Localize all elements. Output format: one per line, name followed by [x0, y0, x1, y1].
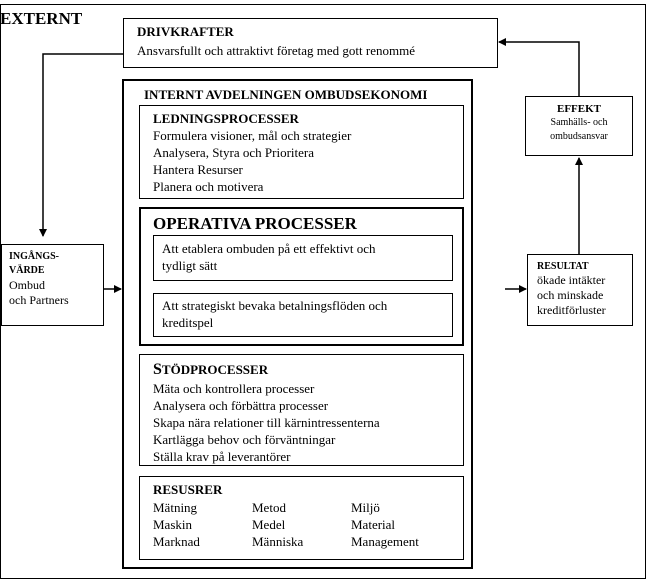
resultat-text: kreditförluster [537, 303, 606, 317]
stod-item: Analysera och förbättra processer [153, 398, 329, 413]
resurser-cell: Människa [252, 534, 304, 549]
drivkrafter-title: DRIVKRAFTER [137, 24, 234, 39]
effekt-title: EFFEKT [556, 103, 601, 115]
resultat-text: ökade intäkter [537, 273, 606, 287]
stod-item: Mäta och kontrollera processer [153, 381, 315, 396]
resurser-title: RESUSRER [153, 482, 223, 497]
resurser-cell: Material [351, 517, 396, 532]
ledning-item: Hantera Resurser [153, 162, 243, 177]
resurser-cell: Medel [252, 517, 286, 532]
stod-item: Kartlägga behov och förväntningar [153, 432, 336, 447]
operativa-box-2-line: Att strategiskt bevaka betalningsflöden och [162, 298, 388, 313]
operativa-box-1-line: tydligt sätt [162, 258, 218, 273]
resurser-cell: Marknad [153, 534, 200, 549]
ingangsvarde-title-line: INGÅNGS- [9, 251, 60, 262]
operativa-box-2-line: kreditspel [162, 315, 214, 330]
resurser-cell: Mätning [153, 500, 198, 515]
ledning-item: Formulera visioner, mål och strategier [153, 128, 352, 143]
stod-item: Skapa nära relationer till kärnintressenterna [153, 415, 380, 430]
internt-title: INTERNT AVDELNINGEN OMBUDSEKONOMI [144, 87, 428, 102]
resurser-cell: Miljö [351, 500, 380, 515]
resultat-text: och minskade [537, 288, 604, 302]
ledning-item: Planera och motivera [153, 179, 264, 194]
externt-label: EXTERNT [0, 9, 83, 28]
arrow-drivkrafter-to-ingang [43, 54, 123, 236]
resurser-cell: Metod [252, 500, 286, 515]
stodprocesser-title-rest: TÖDPROCESSER [161, 362, 269, 377]
effekt-text: ombudsansvar [550, 131, 608, 142]
effekt-text: Samhälls- och [550, 117, 608, 128]
operativa-box-1-line: Att etablera ombuden på ett effektivt och [162, 241, 376, 256]
resurser-cell: Management [351, 534, 419, 549]
resultat-title: RESULTAT [537, 261, 589, 272]
operativa-processer-title: OPERATIVA PROCESSER [153, 214, 357, 233]
ingangsvarde-title-line: VÄRDE [9, 265, 45, 276]
ledning-item: Analysera, Styra och Prioritera [153, 145, 315, 160]
ingangsvarde-text: och Partners [9, 293, 69, 307]
ledningsprocesser-title: LEDNINGSPROCESSER [153, 111, 299, 126]
arrow-effekt-to-drivkrafter [499, 42, 579, 96]
resurser-cell: Maskin [153, 517, 192, 532]
stodprocesser-title-initial: S [153, 361, 162, 378]
stod-item: Ställa krav på leverantörer [153, 449, 291, 464]
drivkrafter-text: Ansvarsfullt och attraktivt företag med gott renommé [137, 43, 415, 58]
ingangsvarde-text: Ombud [9, 278, 45, 292]
